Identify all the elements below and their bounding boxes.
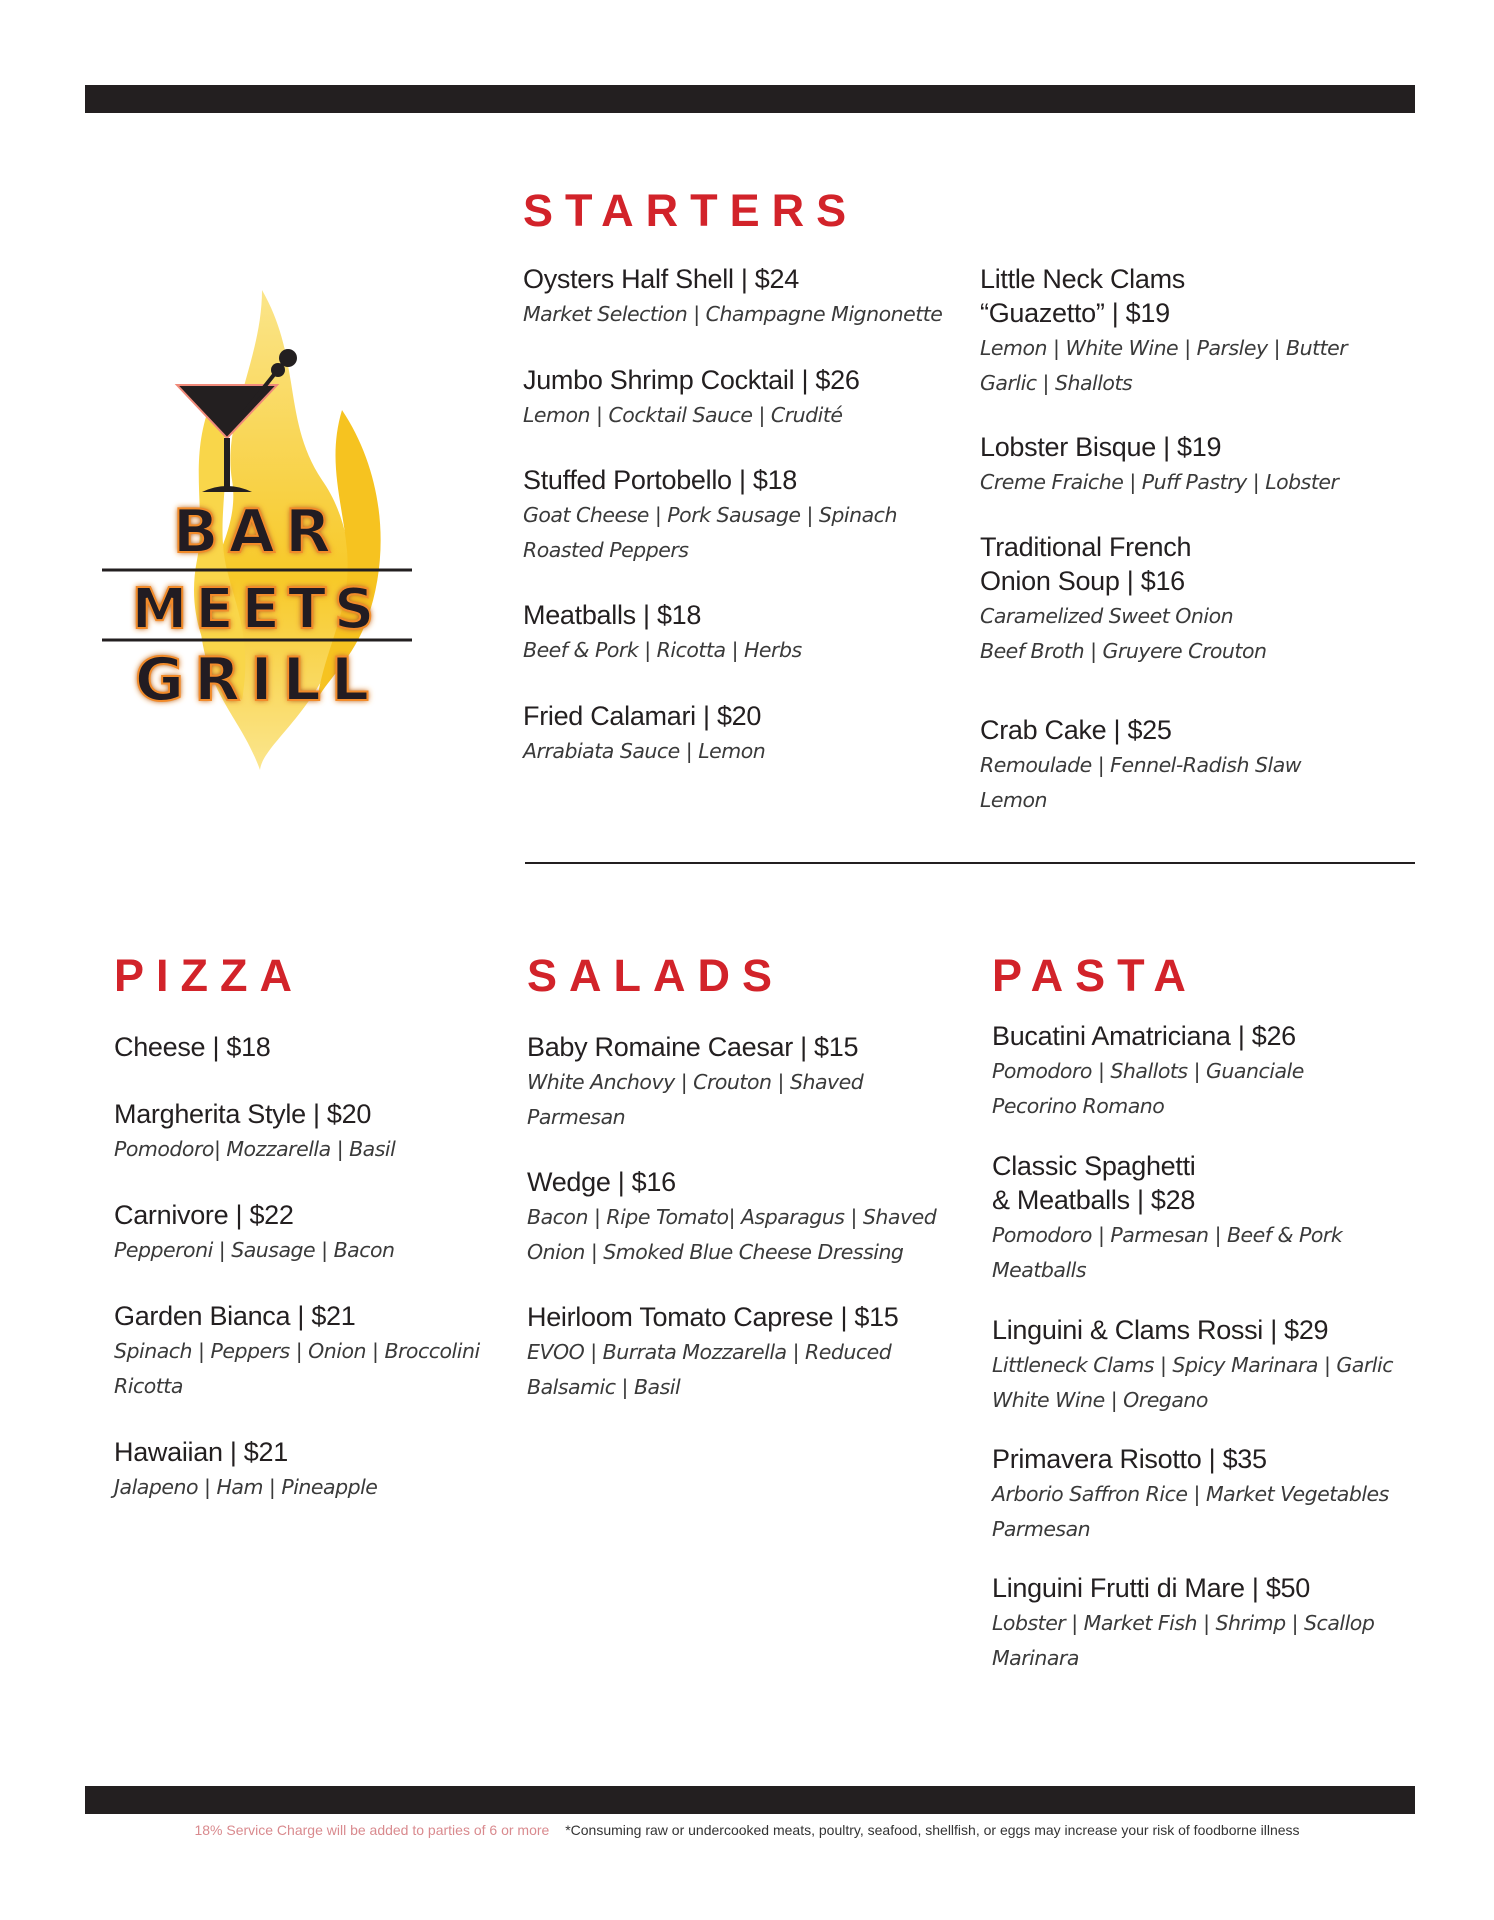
section-divider: [525, 862, 1415, 864]
item-description: White Anchovy | Crouton | Shaved Parmesan: [527, 1070, 864, 1129]
menu-item: [992, 1442, 1412, 1571]
menu-item: [114, 1030, 514, 1097]
bottom-bar: [85, 1786, 1415, 1814]
item-name: Traditional French Onion Soup | $16: [980, 532, 1192, 596]
item-name: Lobster Bisque | $19: [980, 432, 1222, 462]
pizza-title: PIZZA: [114, 950, 304, 1001]
item-name: Wedge | $16: [527, 1167, 676, 1197]
starters-title: STARTERS: [523, 185, 859, 236]
menu-item: [992, 1313, 1412, 1442]
salads-column: [527, 1030, 967, 1405]
item-description: Lobster | Market Fish | Shrimp | Scallop Marinara: [992, 1611, 1375, 1670]
starters-left-column: [523, 262, 963, 769]
item-description: Jalapeno | Ham | Pineapple: [114, 1475, 378, 1499]
item-name: Classic Spaghetti & Meatballs | $28: [992, 1151, 1196, 1215]
menu-item: [527, 1165, 967, 1300]
item-name: Fried Calamari | $20: [523, 701, 762, 731]
item-name: Hawaiian | $21: [114, 1437, 288, 1467]
menu-item: [980, 430, 1400, 530]
menu-item: [527, 1300, 967, 1405]
item-name: Baby Romaine Caesar | $15: [527, 1032, 859, 1062]
top-bar: [85, 85, 1415, 113]
menu-item: [992, 1571, 1412, 1676]
menu-item: [980, 713, 1400, 818]
pasta-title: PASTA: [992, 950, 1198, 1001]
item-name: Linguini & Clams Rossi | $29: [992, 1315, 1329, 1345]
logo-line-2: MEETS: [131, 577, 383, 642]
item-description: Bacon | Ripe Tomato| Asparagus | Shaved Onion | Smoked Blue Cheese Dressing: [527, 1205, 937, 1264]
menu-item: [114, 1198, 514, 1299]
item-name: Carnivore | $22: [114, 1200, 294, 1230]
menu-item: [523, 598, 963, 699]
footer-notes: [0, 1822, 1494, 1838]
item-description: Arborio Saffron Rice | Market Vegetables Parmesan: [992, 1482, 1389, 1541]
item-name: Stuffed Portobello | $18: [523, 465, 798, 495]
item-description: Caramelized Sweet Onion Beef Broth | Gruyere Crouton: [980, 604, 1267, 663]
food-safety-warning: *Consuming raw or undercooked meats, poultry, seafood, shellfish, or eggs may increase your risk of foodborne illness: [565, 1822, 1300, 1838]
menu-item: [992, 1019, 1412, 1149]
menu-item: [523, 363, 963, 463]
item-name: Bucatini Amatriciana | $26: [992, 1021, 1296, 1051]
menu-item: [980, 262, 1400, 430]
item-name: Linguini Frutti di Mare | $50: [992, 1573, 1310, 1603]
pasta-column: [992, 1019, 1412, 1676]
item-description: Pomodoro | Parmesan | Beef & Pork Meatballs: [992, 1223, 1343, 1282]
bar-meets-grill-logo: [92, 280, 432, 780]
menu-item: [114, 1097, 514, 1198]
item-description: EVOO | Burrata Mozzarella | Reduced Balsamic | Basil: [527, 1340, 892, 1399]
service-charge-note: 18% Service Charge will be added to parties of 6 or more: [194, 1822, 550, 1838]
item-description: Lemon | Cocktail Sauce | Crudité: [523, 403, 843, 427]
logo-line-1: BAR: [172, 497, 342, 567]
item-name: Primavera Risotto | $35: [992, 1444, 1267, 1474]
item-description: Pomodoro| Mozzarella | Basil: [114, 1137, 396, 1161]
item-description: Creme Fraiche | Puff Pastry | Lobster: [980, 470, 1339, 494]
item-description: Market Selection | Champagne Mignonette: [523, 302, 943, 326]
salads-title: SALADS: [527, 950, 785, 1001]
menu-item: [527, 1030, 967, 1165]
item-name: Garden Bianca | $21: [114, 1301, 356, 1331]
item-name: Cheese | $18: [114, 1032, 271, 1062]
menu-item: [114, 1435, 514, 1505]
item-description: Pepperoni | Sausage | Bacon: [114, 1238, 395, 1262]
item-description: Remoulade | Fennel-Radish Slaw Lemon: [980, 753, 1302, 812]
item-description: Littleneck Clams | Spicy Marinara | Garlic White Wine | Oregano: [992, 1353, 1393, 1412]
item-name: Margherita Style | $20: [114, 1099, 372, 1129]
item-description: Goat Cheese | Pork Sausage | Spinach Roasted Peppers: [523, 503, 897, 562]
item-name: Crab Cake | $25: [980, 715, 1172, 745]
menu-item: [523, 463, 963, 598]
item-name: Jumbo Shrimp Cocktail | $26: [523, 365, 860, 395]
item-description: Spinach | Peppers | Onion | Broccolini Ricotta: [114, 1339, 480, 1398]
item-name: Little Neck Clams “Guazetto” | $19: [980, 264, 1185, 328]
menu-item: [992, 1149, 1412, 1313]
menu-item: [523, 699, 963, 769]
item-name: Meatballs | $18: [523, 600, 702, 630]
item-description: Arrabiata Sauce | Lemon: [523, 739, 766, 763]
item-name: Oysters Half Shell | $24: [523, 264, 799, 294]
logo-line-3: GRILL: [134, 645, 380, 715]
pizza-column: [114, 1030, 514, 1505]
menu-item: [980, 530, 1400, 713]
item-description: Lemon | White Wine | Parsley | Butter Garlic | Shallots: [980, 336, 1348, 395]
item-description: Pomodoro | Shallots | Guanciale Pecorino Romano: [992, 1059, 1304, 1118]
menu-item: [523, 262, 963, 363]
item-description: Beef & Pork | Ricotta | Herbs: [523, 638, 802, 662]
starters-right-column: [980, 262, 1400, 818]
item-name: Heirloom Tomato Caprese | $15: [527, 1302, 899, 1332]
menu-item: [114, 1299, 514, 1435]
